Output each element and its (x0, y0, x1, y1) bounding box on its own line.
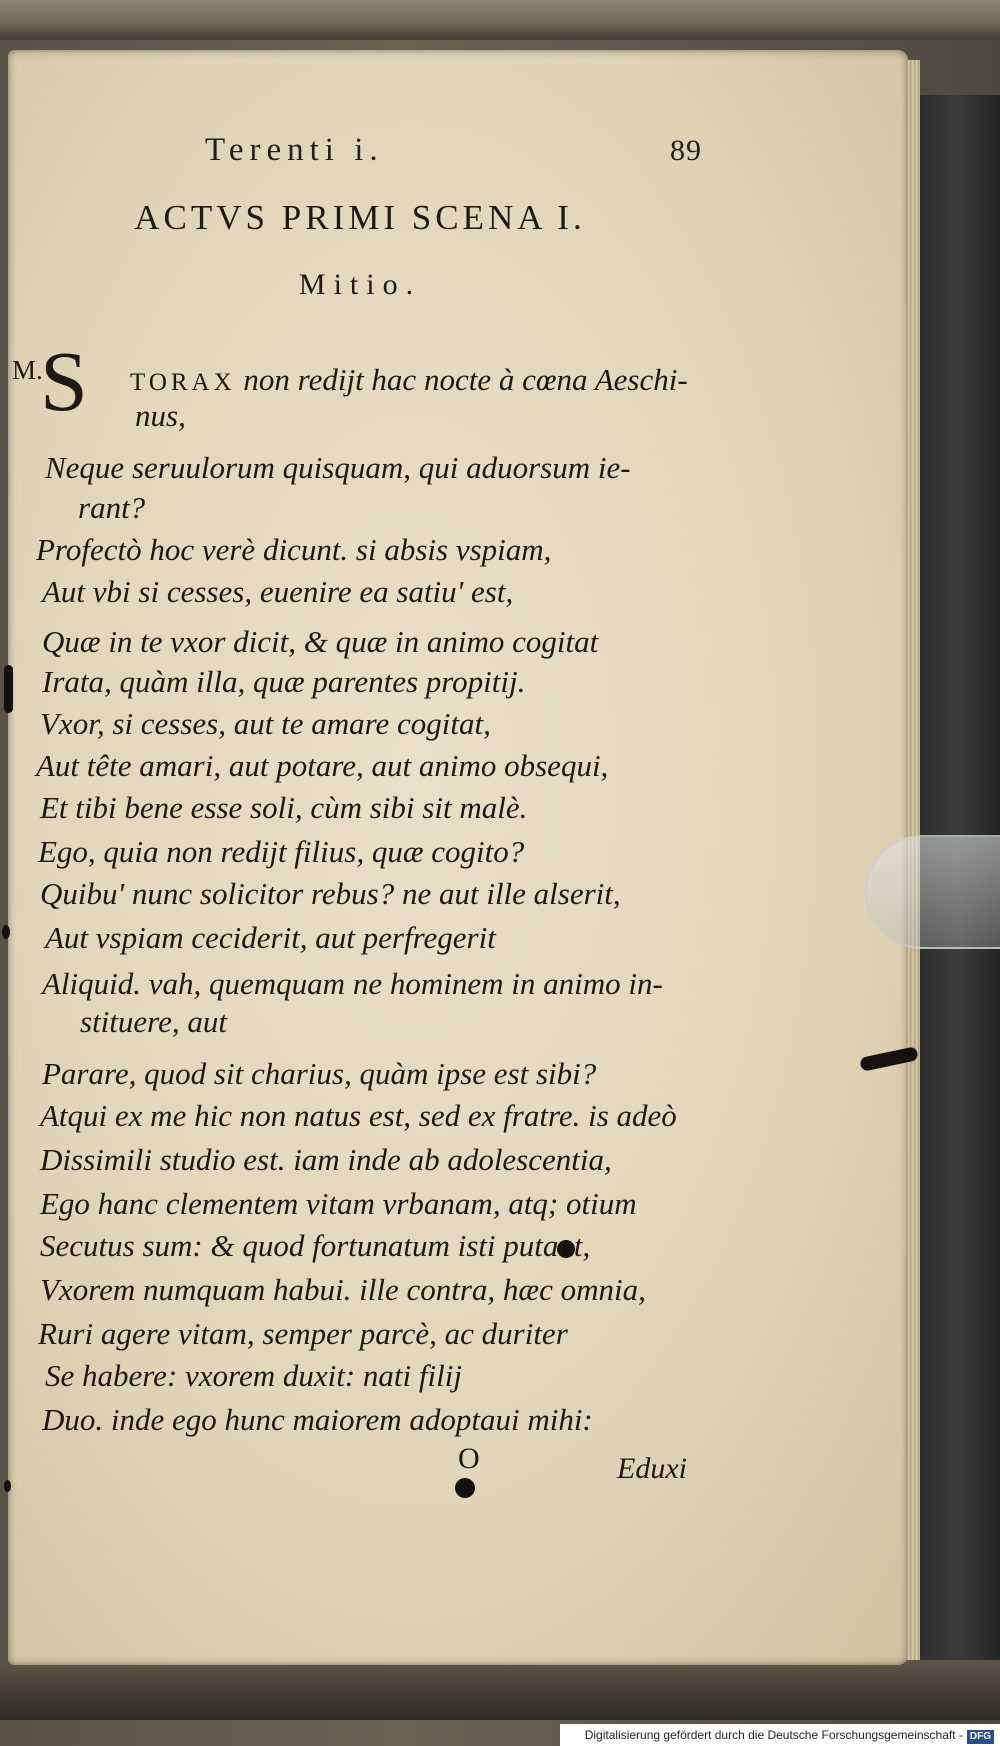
verse-line (38, 834, 524, 870)
verse-line (40, 1142, 612, 1178)
line-text: Quibu' nunc solicitor rebus? ne aut ille alserit, (40, 876, 621, 911)
line-text: Duo. inde ego hunc maiorem adoptaui mihi: (42, 1402, 593, 1437)
verse-line (130, 362, 688, 401)
credit-text: Digitalisierung gefördert durch die Deutsche Forschungsgemeinschaft - (584, 1728, 963, 1742)
verse-line (40, 1228, 590, 1264)
drop-cap: S (40, 333, 88, 429)
line-text: Profectò hoc verè dicunt. si absis vspiam, (36, 532, 552, 567)
verse-line (40, 876, 621, 912)
speaker-heading: Mitio. (298, 268, 422, 301)
line-text: Aut vspiam ceciderit, aut perfregerit (45, 920, 496, 955)
line-text: Atqui ex me hic non natus est, sed ex fratre. is adeò (40, 1098, 677, 1133)
verse-line (36, 532, 551, 568)
verse-line (40, 706, 491, 742)
speaker-mark: M. (12, 355, 43, 385)
verse-line (78, 490, 145, 526)
line-text: nus, (135, 398, 186, 433)
line-text: Neque seruulorum quisquam, qui aduorsum ie- (45, 450, 631, 485)
verse-line (40, 1098, 677, 1134)
verse-line (40, 790, 527, 826)
line-text: Secutus sum: & quod fortunatum isti putant, (40, 1228, 591, 1263)
line-text: rant? (78, 490, 146, 525)
verse-line (80, 1004, 227, 1040)
verse-line (40, 1186, 637, 1222)
line-text: Irata, quàm illa, quæ parentes propitij. (42, 664, 526, 699)
catchword: Eduxi (617, 1452, 687, 1485)
line-text: Dissimili studio est. iam inde ab adolescentia, (40, 1142, 612, 1177)
verse-line (45, 920, 496, 956)
act-title: ACTVS PRIMI SCENA I. (134, 198, 586, 237)
verse-line (42, 624, 598, 660)
line-text: stituere, aut (80, 1004, 227, 1039)
line-text: Aut tête amari, aut potare, aut animo obsequi, (36, 748, 609, 783)
line-text: Aut vbi si cesses, euenire ea satiu' est, (42, 574, 514, 609)
verse-line (42, 1056, 596, 1092)
verse-line (135, 398, 186, 434)
verse-line (38, 1316, 568, 1352)
line-smallcaps: TORAX (130, 369, 236, 396)
line-text: Vxorem numquam habui. ille contra, hæc omnia, (40, 1272, 646, 1307)
verse-line (42, 966, 663, 1002)
page-number: 89 (670, 134, 702, 167)
dfg-logo[interactable]: DFG (967, 1730, 994, 1744)
line-text: Ego, quia non rediјt filius, quæ cogito? (38, 834, 525, 869)
line-text: Vxor, si cesses, aut te amare cogitat, (40, 706, 491, 741)
line-text: Ruri agere vitam, semper parcè, ac duriter (38, 1316, 568, 1351)
digitization-credit (560, 1724, 1000, 1746)
verse-line (40, 1272, 646, 1308)
line-text: Ego hanc clementem vitam vrbanam, atq; otium (40, 1186, 637, 1221)
line-text: Parare, quod sit charius, quàm ipse est sibi? (42, 1056, 597, 1091)
line-text: Quæ in te vxor dicit, & quæ in animo cogitat (42, 624, 599, 659)
verse-line (42, 1402, 593, 1438)
verse-line (45, 450, 631, 486)
line-text: non rediјt hac nocte à cœna Aeschi- (235, 362, 688, 397)
verse-line (36, 748, 608, 784)
verse-line (42, 574, 513, 610)
verse-line (45, 1358, 462, 1394)
line-text: Se habere: vxorem duxit: nati filij (45, 1358, 462, 1393)
verse-line (42, 664, 525, 700)
line-text: Et tibi bene esse soli, cùm sibi sit malè. (40, 790, 528, 825)
running-head: Terenti i. (205, 132, 384, 168)
signature-mark: O (458, 1442, 480, 1475)
line-text: Aliquid. vah, quemquam ne hominem in animo in- (42, 966, 663, 1001)
